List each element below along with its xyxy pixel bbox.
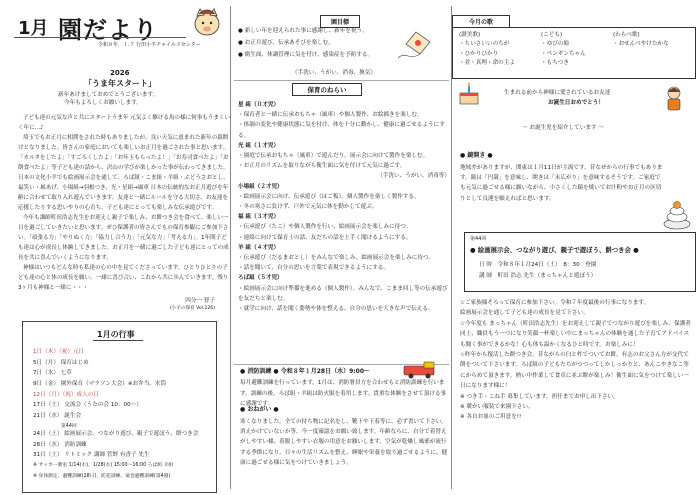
aim-line: ・話を聞いて、自分の思いを言葉で表現できるようにする。 (238, 265, 389, 272)
greeting-line-2: 今年もよろしくお願いします。 (64, 100, 142, 106)
song-column (613, 31, 669, 50)
event-item: 7日（水） 七草 (33, 370, 72, 377)
care-aims-list (238, 100, 450, 314)
aim-line: ・就学に向け、話を聞く姿勢や体を整える。自分の思いを大きな声で伝える。 (238, 306, 434, 313)
event-item: 12日（月）（祝）成人の日 (33, 391, 99, 398)
events-list (33, 349, 213, 484)
left-column (0, 0, 229, 495)
event-note: ※ サッカー教室 1/14(水)、1/28(水) 15:00〜16:00 ろば組 羊組 (33, 462, 174, 468)
event-item: 21日（水） 誕生会 (33, 413, 82, 420)
event-item: 1日（木）（祝）元日 (33, 349, 85, 355)
class-heading: 光 組（１才児） (238, 142, 280, 149)
exhibit-note: ※ 暖かい服装で来園下さい。 (460, 404, 534, 411)
exhibit-note: ☆今年度も まっちゃん（町田浩志先生）をお迎えして親子でつながり遊びを楽しみ、保護者同士、職員もう一つになり笑顔一杯楽しい中にまっちゃんの体験を通した子育てアドバイスも聞く事ができるかな！心も体も温かくなるひと時です。お楽しみに！ (460, 320, 691, 348)
art-exhibit-box (464, 232, 696, 292)
event-item: 9日（金） 園外保育（マラソン大会）※お弁当、水筒 (33, 381, 167, 388)
birthday-line-2: お誕生日おめでとう！ (548, 100, 604, 106)
birthday-intro: 〜 お誕生児を紹介しています 〜 (522, 125, 604, 131)
fire-drill-text: 毎月避難訓練を行っています。1月は、消防署員方を合わせもと消防訓練を行います。訓練の後、ろば組・羊組は防火服を着用します。貴重な体験をさせて頂ける事に感謝です。 (240, 380, 447, 407)
song-item: ・ひかりひかり (459, 50, 499, 57)
signature-note: (小羊の保育 Vol.226) (169, 306, 215, 311)
issue-date: 令和８年．１.７ 行田小羊チャイルドセンター (98, 42, 201, 48)
song-column (459, 31, 515, 68)
aim-line: ・伝承遊び（たこ）や個人製作を行い、絵画展示会を楽しみに待つ。 (238, 224, 412, 231)
year-label: 2026 (110, 69, 130, 77)
fire-truck-icon (402, 358, 442, 380)
aim-line: ・絵画展示会に向け、伝承遊び（はご板）、個人製作を楽しく製作する。 (238, 193, 420, 200)
songs-title: 今月の歌 (452, 15, 510, 28)
exhibit-note: ☆昨年から復活した餅つき会。昔ながらの臼と杵でついてお餅。有志のお父さん方が交代で餅をついて下さいます。ろば組の子どもたちがつつってしかしっかりと、あんこやきなこ等にからめて頂きます。熱い中作業して食卓に並ぶ餅が楽しみ！衛生面に気をつけて楽しい一日になります様に！ (460, 352, 689, 390)
kite-illustration-icon (386, 30, 432, 60)
events-box (22, 321, 217, 493)
aim-line: ・冬の寒さに負けず、戸外で元気に体を動かして遊ぶ。 (238, 204, 378, 211)
message-paragraph: 神様はいつもどんな時も私達の心の中を見てくださっています。ひとりひとりの子ども達の心と体の成長を願い、一緒に喜び合い、これから共に歩んでいきます。残り3ヶ月も神様と一緒に・・・ (18, 265, 229, 291)
song-item: ・ゆびの姫 (541, 41, 569, 48)
exhibit-number: 第44回 (470, 236, 487, 242)
request-title: ● おねがい ● (240, 406, 279, 413)
message-paragraph: 今年も講師町田浩志先生をお迎えし親子で楽しみ、お餅つき会を食べて、楽しい一日を過ごしていきたいと思います。ぜひ保護者の皆さんでもの保育参観にご参加下さい。「頑張る力」「やりぬく力」「協力し合う力」「元気な力」「考える力」。1年間子ども達は心が成長し体験してきました。お正月を一緒に過ごした子ども達にとっての成長を共に喜んでいくようになります。 (18, 215, 229, 261)
exhibit-teacher: 講 師 町田 浩志 先生（まっちゃんと遊ぼう） (479, 273, 597, 279)
masthead (14, 4, 226, 50)
motto-heading: 「うま年スタート」 (84, 79, 156, 88)
director-message (18, 113, 230, 293)
section-divider (234, 80, 449, 81)
aim-line: ・伝承遊び（だるまおとし）をみんなで楽しみ、絵画展示会を楽しみに待つ。 (238, 255, 434, 262)
song-column (541, 31, 586, 68)
goal-hint: （手洗い、うがい、消毒、換気） (292, 70, 376, 76)
aim-line: ・園庭で伝承おもちゃ（風車）で遊んだり、展示会に向けて製作を楽しむ。 (238, 153, 429, 160)
song-group-head: (こども) (541, 32, 563, 38)
kagami-biraki-title: ● 鏡開き ● (460, 152, 493, 159)
exhibit-details (479, 260, 596, 282)
song-group-head: (わらべ歌) (613, 32, 640, 38)
fire-drill-title: ● 消防訓練 ● 令和８年１月28日（水）9:00〜 (240, 368, 371, 375)
event-note: ※ 身体測定、避難訓練(28日)、防犯訓練、竜巻避難訓練(第4週) (33, 473, 171, 479)
song-item: ・ちいさいいのちが (459, 41, 510, 48)
aim-line: ・体調の変化や健康状態に気を付け、体を十分に動かし、健康に過ごせるようにする。 (238, 122, 445, 139)
exhibit-note: ☆ご家族様そろって保育に参加下さい。令和７年度最後の行事になります。 (460, 300, 650, 306)
cake-icon (454, 81, 484, 107)
exhibit-note: ※ つき手・こね手 募集しています。担任までお申し出下さい。 (460, 393, 619, 400)
class-heading: 星 組（０才児） (238, 102, 280, 108)
middle-column (232, 0, 450, 495)
kagami-biraki-text: 地域差がありますが、関東は１月11日が主流です。昔なぜからの行事でもあります。鏡は「円満」を意味し、開きは「末広がり」を意味するそうです。ご家庭でも元気に過ごせる様に願いながら、小さくした鏡を焼いてお汁粉やお正月の区切りとして良運を願えればと思います。 (460, 165, 663, 202)
column-divider (230, 6, 231, 489)
songs-box (452, 27, 696, 79)
event-item: 31日（土） リトミック 講師 菅野 有香子 先生 (33, 452, 150, 459)
aim-line: ・保育者と一緒に伝承おもちゃ（風車）や個人製作、お絵描きを楽しむ。 (238, 112, 423, 119)
care-aims-title: 保育のねらい (292, 83, 362, 96)
aim-line: ・連絡に向けて保育士の話、友だちの話を上手く聞けるようにする。 (238, 234, 412, 241)
exhibit-note: 絵画展示会を通して子ども達の成長を見て下さい。 (460, 310, 589, 317)
message-paragraph: 子ども達の元気な声と共にスタートうま年 元気よく駆ける馬の様に何事もうまくいく年に…♪ (18, 115, 230, 131)
class-heading: ろば組（５才児） (238, 275, 283, 282)
song-item: ・もちつき (541, 59, 569, 66)
event-item: 24日（土） 絵画展示会、つながり遊び、親子で遊ぼう、餅つき会 (33, 430, 199, 437)
kagami-mochi-icon (660, 198, 694, 232)
song-item: ・ペンギンちゃん (541, 50, 586, 57)
header-divider (14, 37, 186, 38)
exhibit-note: ※ 各自お皿のご用意を!! (460, 414, 522, 421)
child-illustration-icon (656, 84, 692, 114)
song-item: ・並・真理・命の主よ (459, 59, 515, 66)
horse-mascot-icon (190, 6, 224, 38)
class-heading: 小場組（２才児） (238, 183, 283, 190)
exhibit-date: 日 時 令和８年１月24日（土） 8：30 登園 (479, 262, 597, 268)
signature: 四分一 智子 (185, 298, 215, 304)
aim-line: （手洗い、うがい、消毒等） (377, 173, 450, 180)
event-item: 17日（土） 交流会（うたの会 10：00〜） (33, 402, 142, 409)
goal-item: ● 新しい年を迎えられた事に感謝し、新年を祝う。 (238, 28, 368, 34)
exhibit-title: ● 絵画展示会、つながり遊び、親子で遊ぼう、餅つき会 ● (470, 246, 639, 254)
events-title: 1月の行事 (97, 330, 135, 339)
aim-line: ・絵画展示会に向け準備を進める（個人製作）。みんなで、こまま回し等の伝承遊びを友だちと楽しむ。 (238, 285, 448, 302)
newsletter-title: 園だより (58, 16, 158, 44)
message-paragraph: 埼玉でもお正月に相撲をされた時もありましたが、良い天気に恵まれた新年の幕開けとなりました。皆さんの家庭においても楽しいお正月を過ごされた事と思います。「カルタをしたよ」「すごろくしたよ」「お年玉もらったよ！」「お寿司食べたよ」「お餅食べたよ」等子ども達の話から、沢山の学びが楽しかった事が伝わってきました。日本の文化小羊でも絵画展示会を通して、ろば組・こま組・羊組・ぶどうさおとし、福笑い・凧あげ、小場組→羽根つき、光・星組→風車 日本の伝統的なお正月遊びを年齢に合わせて取り入れ遊んでいきます。友達と一緒にルールを守る大切さ、お友達を応援したりする思いやりの心育ち、子ども達にとっても楽しみな伝承遊びです。 (18, 135, 229, 211)
exhibit-notes (460, 298, 694, 423)
birthday-line-1: 生まれる前から神様に愛されているお友達 (504, 90, 611, 96)
class-heading: 福 組（３才児） (238, 214, 280, 221)
song-item: ・おせんべやけたかな (613, 41, 669, 48)
goal-item: ● 衛生面、体調管理に気を付け、感染症を予防する。 (238, 52, 374, 58)
right-column (452, 0, 700, 495)
events-title-underline (93, 340, 143, 341)
month-label: 1月 (18, 18, 49, 39)
greeting-line-1: 新年あけましておめでとうございます。 (58, 92, 159, 98)
song-group-head: (讃美歌) (459, 32, 481, 38)
class-heading: 羊 組（４才児） (238, 244, 280, 251)
event-note: 第44回 (61, 423, 77, 429)
event-item: 5日（月） 保育はじめ (33, 359, 89, 366)
aim-line: ・お正月のリズムを取りながら衛生面に気を付けて元気に過ごす。 (238, 163, 406, 170)
goals-title: 園目標 (320, 15, 360, 28)
event-item: 28日（水） 消防訓練 (33, 441, 87, 448)
goal-item: ● お正月遊び、伝承あそびを楽しむ。 (238, 40, 334, 46)
request-text: 寒くなりました。全ての持ち物に記名をし、靴下や下着等に、必ず書いて下さい。消えかけていないか等、今一度確認をお願い致します。年齢ならに、自分で着替えがしやすい様、着脱しやすい衣服の用意をお願いします。空気が乾燥し風邪が流行する季節になり、日々の生活リズムを整え、睡眠や栄養を取り過ごせるように、健康に過ごせる様に気をつけていきましょう。 (240, 419, 448, 466)
